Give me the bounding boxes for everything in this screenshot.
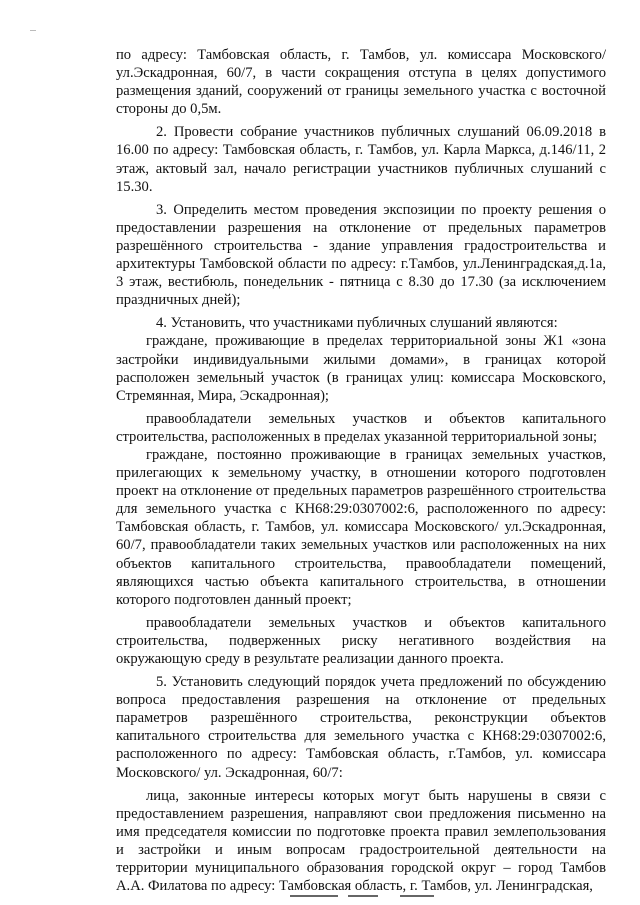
paragraph-proposals-procedure: лица, законные интересы которых могут быть нарушены в связи с предоставлением разрешения, направляют свои предложения письменно на имя председателя комиссии по подготовке проекта правил землепользования и застройки и иным вопросам градостроительной деятельности на территории муниципального образования городской округ – город Тамбов А.А. Филатова по адресу: Тамбовская область, г. Тамбов, ул. Ленинградская, — [116, 787, 606, 895]
scan-mark — [30, 30, 36, 31]
paragraph-participants-residents: граждане, постоянно проживающие в границах земельных участков, прилегающих к земельному участку, в отношении которого подготовлен проект на отклонение от предельных параметров разрешённого строительства для земельного участка с КН68:29:0307002:6, расположенного по адресу: Тамбовская область, г. Тамбов, ул. комиссара Московского/ ул.Эскадронная, 60/7, правообладатели таких земельных участков или расположенных на них объектов капитального строительства, правообладатели помещений, являющихся частью объекта капитального строительства, в отношении которого подготовлен данный проект; — [116, 446, 606, 608]
paragraph-item-2: 2. Провести собрание участников публичных слушаний 06.09.2018 в 16.00 по адресу: Тамбовская область, г. Тамбов, ул. Карла Маркса, д.146/11, 2 этаж, актовый зал, начало регистрации участников публичных слушаний с 15.30. — [116, 124, 606, 195]
paragraph-item-4: 4. Установить, что участниками публичных слушаний являются: — [156, 315, 558, 332]
document-body — [116, 46, 606, 895]
paragraph-participants-rightholders: правообладатели земельных участков и объектов капитального строительства, расположенных в пределах указанной территориальной зоны; — [116, 410, 606, 445]
paragraph-participants-risk: правообладатели земельных участков и объектов капитального строительства, подверженных риску негативного воздействия на окружающую среду в результате реализации данного проекта. — [116, 614, 606, 667]
paragraph-address-continuation: по адресу: Тамбовская область, г. Тамбов, ул. комиссара Московского/ ул.Эскадронная, 60/7, в части сокращения отступа в целях допустимого размещения зданий, сооружений от границы земельного участка с восточной стороны до 0,5м. — [116, 47, 606, 118]
paragraph-item-3: 3. Определить местом проведения экспозиции по проекту решения о предоставлении разрешения на отклонение от предельных параметров разрешённого строительства - здание управления градостроительства и архитектуры Тамбовской области по адресу: г.Тамбов, ул.Ленинградская,д.1а, 3 этаж, вестибюль, понедельник - пятница с 8.30 до 17.30 (за исключением праздничных дней); — [116, 201, 606, 309]
footer-scan-marks — [290, 895, 450, 899]
paragraph-participants-citizens: граждане, проживающие в пределах территориальной зоны Ж1 «зона застройки индивидуальными жилыми домами», в границах которой расположен земельный участок (в границах улиц: комиссара Московского, Стремянная, Мира, Эскадронная); — [116, 333, 606, 404]
paragraph-item-5: 5. Установить следующий порядок учета предложений по обсуждению вопроса предоставления разрешения на отклонение от предельных параметров разрешённого строительства, реконструкции объектов капитального строительства для земельного участка с КН68:29:0307002:6, расположенного по адресу: Тамбовская область, г.Тамбов, ул. комиссара Московского/ ул. Эскадронная, 60/7: — [116, 674, 606, 781]
